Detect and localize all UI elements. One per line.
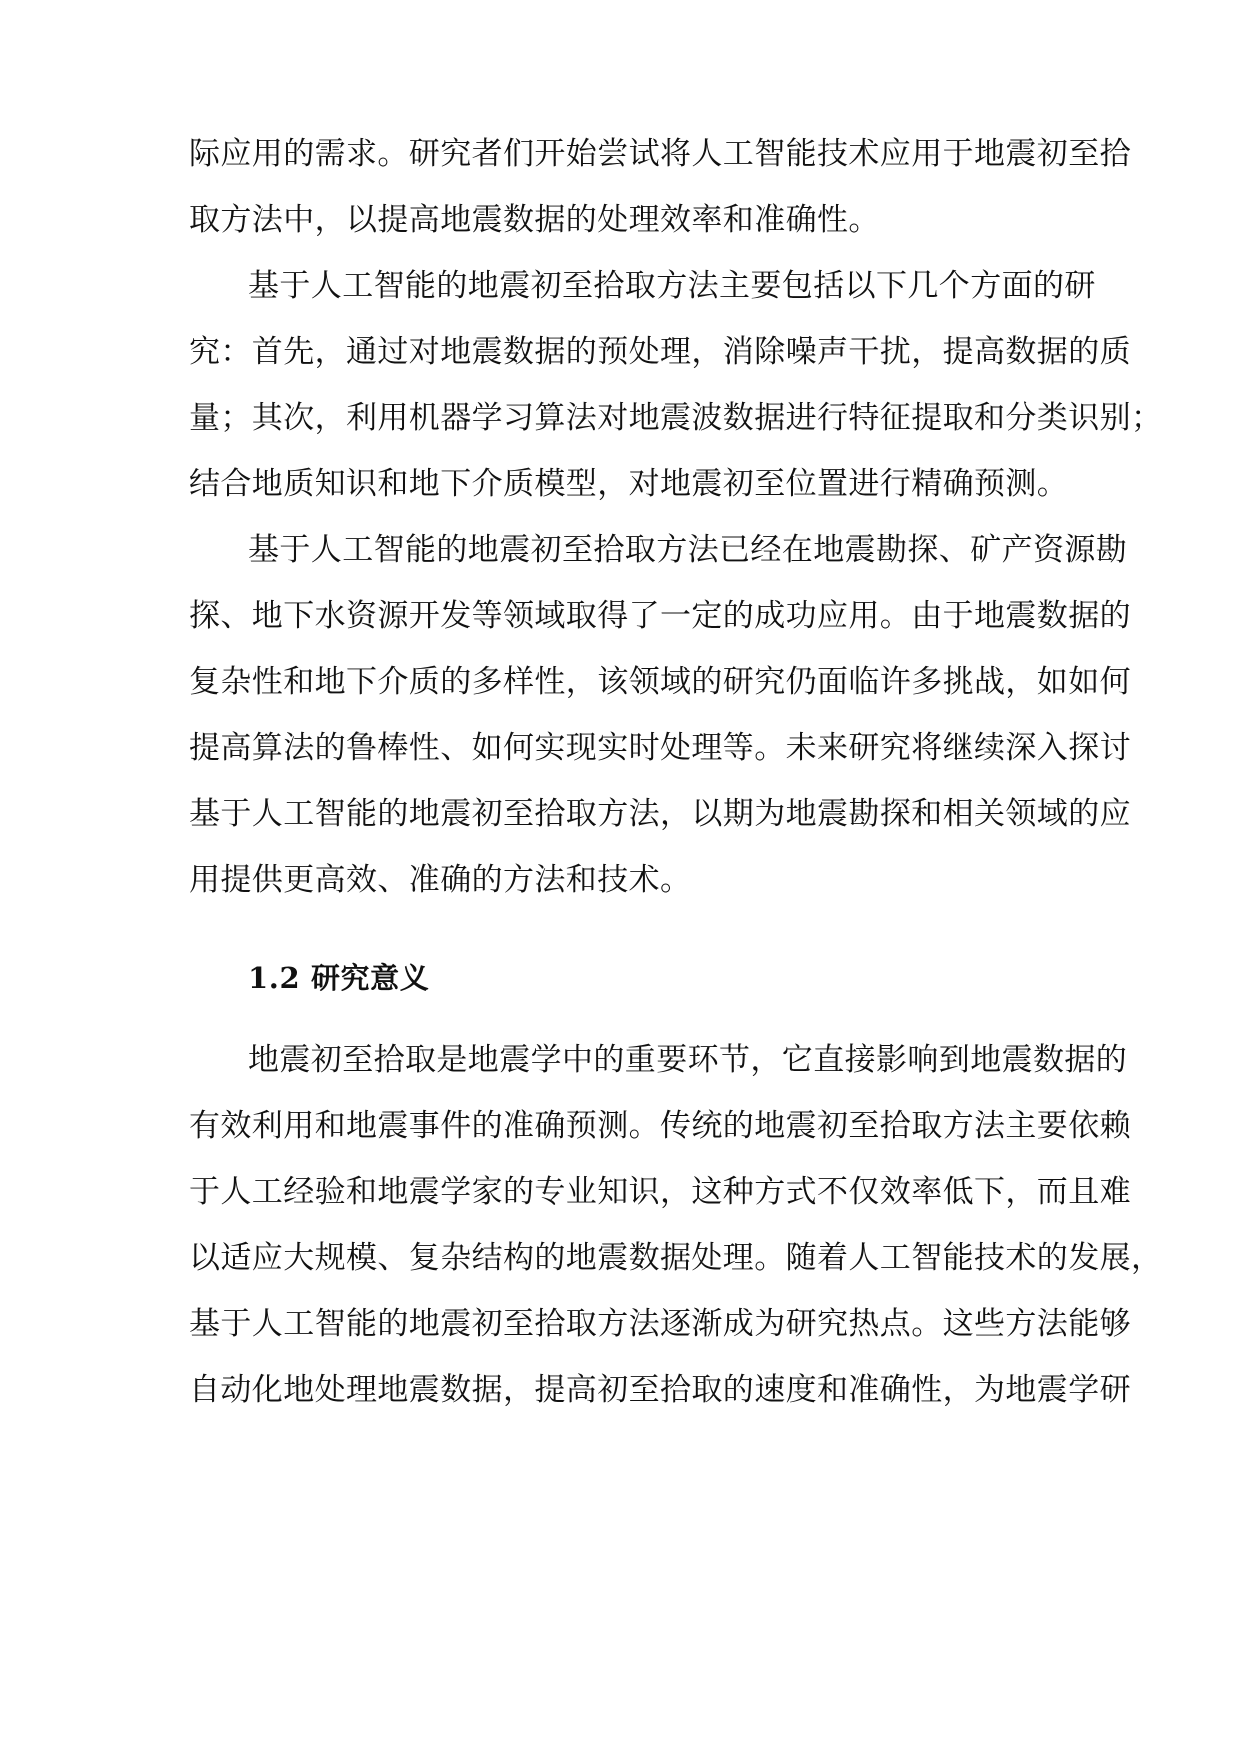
paragraph-1-line-2: 取方法中，以提高地震数据的处理效率和准确性。 <box>189 202 880 238</box>
section-paragraph-line-2: 有效利用和地震事件的准确预测。传统的地震初至拾取方法主要依赖 <box>189 1108 1131 1144</box>
paragraph-3-line-6: 用提供更高效、准确的方法和技术。 <box>189 862 692 898</box>
section-paragraph-line-4: 以适应大规模、复杂结构的地震数据处理。随着人工智能技术的发展， <box>189 1240 1163 1276</box>
paragraph-3-line-4: 提高算法的鲁棒性、如何实现实时处理等。未来研究将继续深入探讨 <box>189 730 1131 766</box>
section-paragraph-line-1: 地震初至拾取是地震学中的重要环节，它直接影响到地震数据的 <box>248 1042 1128 1078</box>
section-heading: 1.2 研究意义 <box>248 961 430 995</box>
paragraph-3-line-1: 基于人工智能的地震初至拾取方法已经在地震勘探、矿产资源勘 <box>248 532 1128 568</box>
section-paragraph-line-5: 基于人工智能的地震初至拾取方法逐渐成为研究热点。这些方法能够 <box>189 1306 1131 1342</box>
section-paragraph-line-6: 自动化地处理地震数据，提高初至拾取的速度和准确性，为地震学研 <box>189 1372 1131 1408</box>
paragraph-2-line-3: 量；其次，利用机器学习算法对地震波数据进行特征提取和分类识别； <box>189 400 1163 436</box>
paragraph-1-line-1: 际应用的需求。研究者们开始尝试将人工智能技术应用于地震初至拾 <box>189 136 1131 172</box>
paragraph-2-line-4: 结合地质知识和地下介质模型，对地震初至位置进行精确预测。 <box>189 466 1069 502</box>
paragraph-2-line-1: 基于人工智能的地震初至拾取方法主要包括以下几个方面的研 <box>248 268 1096 304</box>
section-paragraph-line-3: 于人工经验和地震学家的专业知识，这种方式不仅效率低下，而且难 <box>189 1174 1131 1210</box>
paragraph-3-line-5: 基于人工智能的地震初至拾取方法，以期为地震勘探和相关领域的应 <box>189 796 1131 832</box>
paragraph-3-line-2: 探、地下水资源开发等领域取得了一定的成功应用。由于地震数据的 <box>189 598 1131 634</box>
paragraph-2-line-2: 究：首先，通过对地震数据的预处理，消除噪声干扰，提高数据的质 <box>189 334 1131 370</box>
paragraph-3-line-3: 复杂性和地下介质的多样性，该领域的研究仍面临许多挑战，如如何 <box>189 664 1131 700</box>
